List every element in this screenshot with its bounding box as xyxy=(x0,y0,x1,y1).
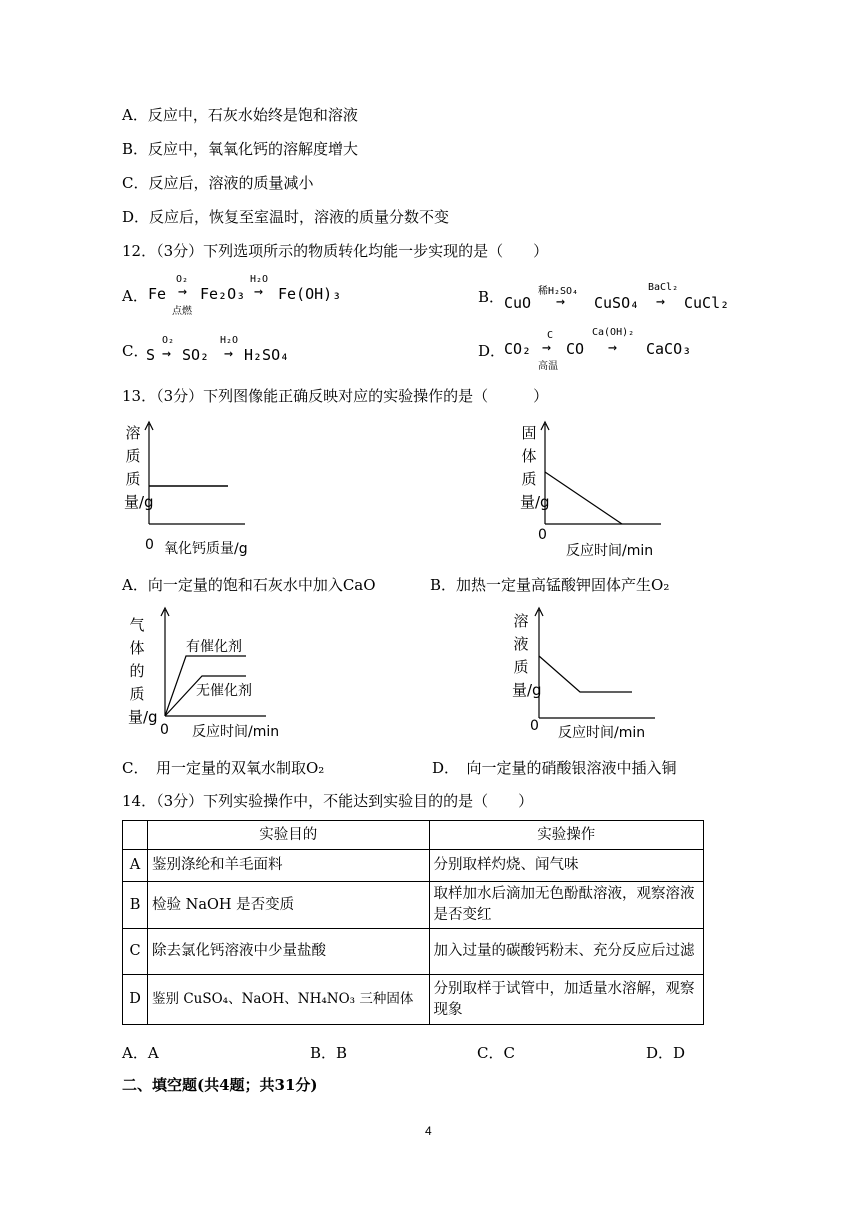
q12-b-c2-top: BaCl₂ xyxy=(648,282,679,293)
q12-d-s1: CO₂ xyxy=(504,340,532,358)
q12-d-arrow1: → xyxy=(542,338,552,356)
q12-b-arrow2: → xyxy=(656,292,666,310)
q12-c-s3: H₂SO₄ xyxy=(244,346,290,364)
table-cell: 分别取样灼烧、闻气味 xyxy=(429,850,703,882)
q14-answer-a: A．A xyxy=(122,1044,159,1062)
q11-option-a: A．反应中，石灰水始终是饱和溶液 xyxy=(122,106,358,124)
table-header-cell: 实验操作 xyxy=(429,821,703,850)
graph-c-origin: 0 xyxy=(160,722,169,738)
graph-b-ylabel: 固体质量/g xyxy=(520,424,550,511)
q12-d-s2: CO xyxy=(566,340,585,358)
q12-a-arrow1: → xyxy=(178,282,188,300)
q12-a-c2-top: H₂O xyxy=(250,274,269,285)
q12-c-arrow1: → xyxy=(162,344,172,362)
q11-option-c: C．反应后，溶液的质量减小 xyxy=(122,174,314,192)
q13-caption-a: A．向一定量的饱和石灰水中加入CaO xyxy=(122,576,376,594)
table-cell: B xyxy=(123,882,148,929)
q11-option-b: B．反应中，氧氧化钙的溶解度增大 xyxy=(122,140,359,158)
table-row xyxy=(123,929,704,975)
graph-a-axes xyxy=(140,420,250,530)
table-row xyxy=(123,882,704,929)
graph-c-axes xyxy=(156,606,276,721)
q13-stem: 13．（3分）下列图像能正确反映对应的实验操作的是（ ） xyxy=(122,387,549,405)
graph-a-xlabel: 氧化钙质量/g xyxy=(164,541,248,557)
graph-d-ylabel: 溶液质量/g xyxy=(512,612,542,699)
q12-a-s1: Fe xyxy=(148,285,167,303)
graph-c-ylabel: 气体的质量/g xyxy=(128,616,158,726)
table-header-cell xyxy=(123,821,148,850)
q12-a-c1-bottom: 点燃 xyxy=(172,306,192,317)
q12-d-c1-bottom: 高温 xyxy=(538,361,558,372)
graph-b-xlabel: 反应时间/min xyxy=(566,543,654,559)
q12-a-c1-top: O₂ xyxy=(176,274,189,285)
q14-answer-c: C．C xyxy=(477,1044,515,1062)
q12-c-s2: SO₂ xyxy=(182,346,210,364)
q14-stem: 14．（3分）下列实验操作中，不能达到实验目的的是（ ） xyxy=(122,792,534,810)
table-header-cell: 实验目的 xyxy=(148,821,429,850)
table-cell: 鉴别 CuSO₄、NaOH、NH₄NO₃ 三种固体 xyxy=(148,975,429,1025)
q12-d-label: D． xyxy=(478,342,506,360)
q12-b-label: B． xyxy=(478,288,505,306)
q12-a-s2: Fe₂O₃ xyxy=(200,285,246,303)
table-cell: 鉴别涤纶和羊毛面料 xyxy=(148,850,429,882)
graph-d-origin: 0 xyxy=(530,718,539,734)
table-cell: 除去氯化钙溶液中少量盐酸 xyxy=(148,929,429,975)
q13-caption-d: D． 向一定量的硝酸银溶液中插入铜 xyxy=(432,759,677,777)
q12-d-arrow2: → xyxy=(608,338,618,356)
graph-a-origin: 0 xyxy=(145,537,154,553)
q14-table xyxy=(122,820,704,1025)
q12-stem: 12．（3分）下列选项所示的物质转化均能一步实现的是（ ） xyxy=(122,242,549,260)
q12-b-c1-top: 稀H₂SO₄ xyxy=(538,286,579,297)
graph-b-axes xyxy=(536,420,666,530)
q11-option-d: D．反应后，恢复至室温时，溶液的质量分数不变 xyxy=(122,208,450,226)
table-cell: 取样加水后滴加无色酚酞溶液，观察溶液是否变红 xyxy=(429,882,703,929)
q13-caption-b: B．加热一定量高锰酸钾固体产生O₂ xyxy=(430,576,670,594)
graph-c-label-no-catalyst: 无催化剂 xyxy=(196,683,252,699)
section-heading: 二、填空题(共4题；共31分) xyxy=(122,1076,318,1094)
q12-c-label: C． xyxy=(122,342,149,360)
q12-a-arrow2: → xyxy=(254,282,264,300)
q12-c-c2-top: H₂O xyxy=(220,335,239,346)
q12-c-s1: S xyxy=(146,346,156,364)
q12-d-s3: CaCO₃ xyxy=(646,340,692,358)
table-row xyxy=(123,850,704,882)
table-cell: A xyxy=(123,850,148,882)
table-header-row xyxy=(123,821,704,850)
graph-c-label-catalyst: 有催化剂 xyxy=(186,639,242,655)
q12-b-s2: CuSO₄ xyxy=(594,294,640,312)
table-row xyxy=(123,975,704,1025)
page-number: 4 xyxy=(425,1124,432,1138)
q14-answer-d: D．D xyxy=(646,1044,686,1062)
graph-a-ylabel: 溶质质量/g xyxy=(124,424,154,511)
q12-d-c2-top: Ca(OH)₂ xyxy=(592,327,635,338)
q12-b-s1: CuO xyxy=(504,294,532,312)
graph-b-curve xyxy=(545,472,622,524)
graph-c-xlabel: 反应时间/min xyxy=(192,724,280,740)
q13-caption-c: C． 用一定量的双氧水制取O₂ xyxy=(122,759,325,777)
q12-a-s3: Fe(OH)₃ xyxy=(278,285,342,303)
q12-b-s3: CuCl₂ xyxy=(684,294,730,312)
table-cell: 分别取样于试管中，加适量水溶解，观察现象 xyxy=(429,975,703,1025)
q12-c-c1-top: O₂ xyxy=(162,335,175,346)
graph-b-origin: 0 xyxy=(538,527,547,543)
q14-answer-b: B．B xyxy=(310,1044,348,1062)
graph-d-curve xyxy=(539,656,632,692)
q12-d-c1-top: C xyxy=(547,330,554,341)
table-cell: 加入过量的碳酸钙粉末、充分反应后过滤 xyxy=(429,929,703,975)
graph-d-xlabel: 反应时间/min xyxy=(558,725,646,741)
table-cell: D xyxy=(123,975,148,1025)
q12-c-arrow2: → xyxy=(224,344,234,362)
q12-b-arrow1: → xyxy=(556,292,566,310)
q12-a-label: A． xyxy=(122,287,148,305)
graph-d-axes xyxy=(530,606,660,721)
table-cell: C xyxy=(123,929,148,975)
table-cell: 检验 NaOH 是否变质 xyxy=(148,882,429,929)
